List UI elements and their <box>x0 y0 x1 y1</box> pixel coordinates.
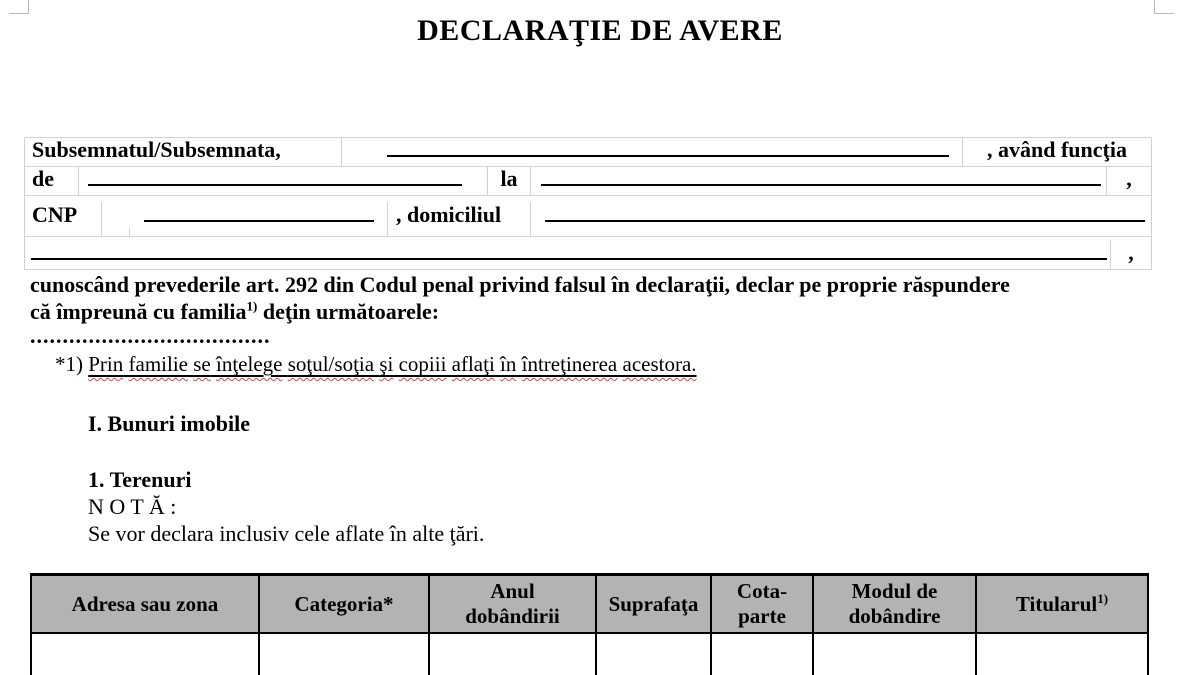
terenuri-header-row <box>31 575 1148 634</box>
row4-comma: , <box>1128 240 1134 265</box>
avand-functia-label: , având funcţia <box>987 137 1127 162</box>
empty-cell-suprafata[interactable] <box>596 633 711 675</box>
address2-blank-cell[interactable] <box>25 240 1111 269</box>
domiciliul-label: , domiciliul <box>388 202 531 236</box>
empty-cell-adresa[interactable] <box>31 633 259 675</box>
empty-cell-cota[interactable] <box>711 633 813 675</box>
nota-label: N O T Ă : <box>88 494 177 519</box>
address-blank-cell[interactable] <box>531 202 1151 236</box>
cnp-label: CNP <box>25 202 102 236</box>
de-label: de <box>25 166 79 195</box>
titularul-sup: 1) <box>1097 590 1109 606</box>
text-boundary-corner-top-right <box>1154 0 1174 14</box>
cnp-blank-cell[interactable] <box>130 202 388 236</box>
form-row-cnp <box>25 196 1151 237</box>
row2-comma: , <box>1126 166 1132 191</box>
declaration-line2 <box>30 298 1130 325</box>
declaration-line2-post: deţin următoarele: <box>257 299 440 324</box>
declaration-paragraph <box>30 271 1130 325</box>
footnote-text: Prin familie se înţelege soţul/soţia şi copiii aflaţi în întreţinerea acestora. <box>88 352 697 376</box>
empty-cell-titularul[interactable] <box>976 633 1148 675</box>
terenuri-empty-row <box>31 633 1148 675</box>
declaration-line1: cunoscând prevederile art. 292 din Codul penal privind falsul în declaraţii, declar pe proprie răspundere <box>30 272 1010 297</box>
footnote-line <box>55 352 697 377</box>
declaration-line2-pre: că împreună cu familia <box>30 299 247 324</box>
footnote-marker: *1) <box>55 352 83 376</box>
name-blank-cell[interactable] <box>342 137 963 166</box>
header-titularul: Titularul$^{1)}$ <box>976 575 1148 634</box>
empty-cell-modul[interactable] <box>813 633 976 675</box>
section-heading-bunuri-imobile: I. Bunuri imobile <box>88 411 250 436</box>
name-blank-line[interactable] <box>387 151 949 157</box>
function-blank-cell[interactable] <box>79 166 488 195</box>
cnp-spacer-cell <box>102 228 130 236</box>
dotted-line: ..................................... <box>30 323 271 348</box>
header-anul-dobandirii: Anul dobândirii <box>429 575 596 634</box>
text-boundary-corner-top-left <box>9 0 29 14</box>
form-row-address2 <box>25 237 1151 269</box>
subsemnatul-label: Subsemnatul/Subsemnata, <box>25 137 342 166</box>
form-row-name <box>25 138 1151 167</box>
terenuri-table <box>30 573 1149 675</box>
function-blank-line[interactable] <box>88 180 462 186</box>
la-label: la <box>488 166 531 195</box>
document-title: DECLARAŢIE DE AVERE <box>417 14 783 47</box>
address2-blank-line[interactable] <box>31 254 1107 260</box>
empty-cell-categoria[interactable] <box>259 633 429 675</box>
footnote-reference-sup: 1) <box>246 298 258 314</box>
header-categoria: Categoria* <box>259 575 429 634</box>
workplace-blank-line[interactable] <box>541 180 1101 186</box>
address-blank-line[interactable] <box>545 216 1145 222</box>
header-cota-parte: Cota- parte <box>711 575 813 634</box>
header-adresa: Adresa sau zona <box>31 575 259 634</box>
header-suprafata: Suprafaţa <box>596 575 711 634</box>
header-modul-dobandire: Modul de dobândire <box>813 575 976 634</box>
subsection-heading-terenuri: 1. Terenuri <box>88 467 192 492</box>
empty-cell-anul[interactable] <box>429 633 596 675</box>
form-row-function <box>25 167 1151 196</box>
nota-text: Se vor declara inclusiv cele aflate în alte ţări. <box>88 521 485 546</box>
identity-form-table <box>24 137 1152 270</box>
workplace-blank-cell[interactable] <box>531 166 1107 195</box>
cnp-blank-line[interactable] <box>144 216 374 222</box>
